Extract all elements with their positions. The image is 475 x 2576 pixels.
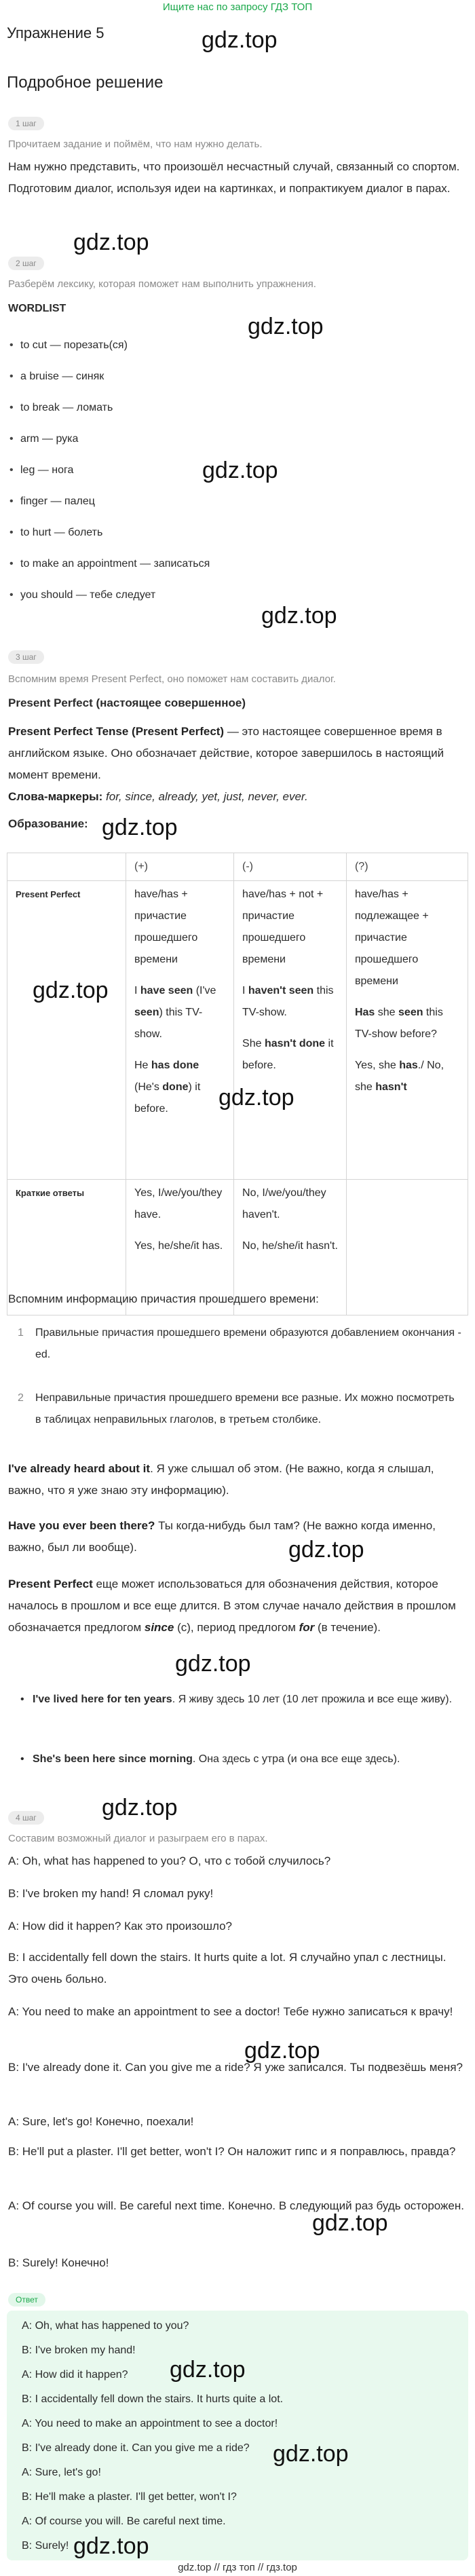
present-perfect-definition: Present Perfect Tense (Present Perfect) — это настоящее совершенное время в английском языке. Оно обозначает действие, которое завершилось в настоящий момент времени. [8,725,444,781]
step-2-badge: 2 шаг [8,257,44,270]
footer-link[interactable]: gdz.top [178,2562,212,2573]
watermark: gdz.top [244,2038,320,2064]
dialog-line: A: You need to make an appointment to see a doctor! Тебе нужно записаться к врачу! [8,2005,453,2018]
watermark: gdz.top [73,229,149,255]
answer-line: A: Of course you will. Be careful next time. [22,2516,226,2527]
answer-line: B: Surely! [22,2540,69,2552]
table-cell-short-plus: Yes, I/we/you/they have. Yes, he/she/it has. [126,1180,234,1315]
word-item: • to hurt — болеть [20,527,102,539]
table-cell-short-minus: No, I/we/you/they haven't. No, he/she/it hasn't. [234,1180,347,1315]
word-item: • you should — тебе следует [20,589,155,601]
watermark: gdz.top [33,977,109,1003]
example-1: I've already heard about it. Я уже слышал об этом. (Не важно, когда я слышал, важно, что я уже знаю эту информацию). [8,1462,434,1497]
step-1-hint: Прочитаем задание и поймём, что нам нужно делать. [8,138,263,150]
watermark: gdz.top [202,458,278,483]
word-item: • arm — рука [20,433,78,445]
watermark: gdz.top [312,2210,388,2236]
watermark: gdz.top [248,314,324,339]
dialog-line: A: Sure, let's go! Конечно, поехали! [8,2115,194,2128]
table-header-question: (?) [346,853,468,881]
top-search-link[interactable]: Ищите нас по запросу ГДЗ ТОП [162,1,313,13]
table-header-plus: (+) [126,853,234,881]
signal-words: Слова-маркеры: for, since, already, yet, just, never, ever. [8,790,308,803]
present-perfect-usage: Present Perfect еще может использоваться для обозначения действия, которое началось в прошлом и все еще длится. В этом случае начало действия в прошлом обозначается предлогом since (с), период предлогом for (в течение). [8,1578,456,1634]
dialog-line: B: Surely! Конечно! [8,2256,109,2269]
usage-example: • I've lived here for ten years. Я живу здесь 10 лет (10 лет прожила и все еще живу). [33,1689,467,1711]
word-item: • finger — палец [20,496,95,508]
dialog-line: A: Of course you will. Be careful next time. Конечно. В следующий раз будь осторожен. [8,2199,464,2212]
usage-example: • She's been here since morning. Она здесь с утра (и она все еще здесь). [33,1749,467,1770]
step-4-hint: Составим возможный диалог и разыграем его в парах. [8,1833,268,1844]
table-cell-question: have/has + подлежащее + причастие прошедшего времени Has she seen this TV-show before? Yes, she has./ No, she hasn't [346,881,468,1180]
wordlist-title: WORDLIST [8,303,66,314]
row-label-present-perfect: Present Perfect [7,881,126,1180]
dialog-line: A: How did it happen? Как это произошло? [8,1920,232,1933]
site-logo[interactable]: gdz.top [202,27,278,53]
watermark: gdz.top [175,1651,251,1677]
watermark: gdz.top [261,603,337,629]
watermark: gdz.top [73,2533,149,2559]
table-cell-plus: have/has + причастие прошедшего времени I have seen (I've seen) this TV-show. He has done (He's done) it before. [126,881,234,1180]
watermark: gdz.top [170,2357,246,2383]
watermark: gdz.top [102,815,178,840]
dialog-line: B: He'll put a plaster. I'll get better, won't I? Он наложит гипс и я поправлюсь, правда? [8,2145,456,2158]
dialog-line: B: I've already done it. Can you give me a ride? Я уже записался. Ты подвезёшь меня? [8,2061,463,2074]
answer-line: A: You need to make an appointment to see a doctor! [22,2418,278,2429]
word-item: • to make an appointment — записаться [20,558,210,570]
present-perfect-table [7,853,468,1315]
watermark: gdz.top [288,1537,364,1563]
answer-line: A: How did it happen? [22,2369,128,2381]
watermark: gdz.top [273,2441,349,2467]
participle-intro: Вспомним информацию причастия прошедшего времени: [8,1292,319,1305]
step-1-badge: 1 шаг [8,117,44,130]
footer-link[interactable]: гдз.top [266,2562,297,2573]
example-2: Have you ever been there? Ты когда-нибудь был там? (Не важно когда именно, важно, был ли вообще). [8,1519,436,1554]
watermark: gdz.top [102,1795,178,1821]
answer-line: B: I accidentally fell down the stairs. It hurts quite a lot. [22,2393,284,2405]
step-2-hint: Разберём лексику, которая поможет нам выполнить упражнения. [8,278,316,290]
answer-line: B: I've broken my hand! [22,2345,136,2356]
answer-line: B: He'll make a plaster. I'll get better, won't I? [22,2491,237,2503]
answer-line: A: Oh, what has happened to you? [22,2320,189,2332]
step-3-badge: 3 шаг [8,650,44,664]
footer-separator: // [257,2562,264,2573]
step-3-hint: Вспомним время Present Perfect, оно поможет нам составить диалог. [8,673,336,685]
table-cell-minus: have/has + not + причастие прошедшего времени I haven't seen this TV-show. She hasn't done it before. [234,881,347,1180]
step-1-text: Нам нужно представить, что произошёл несчастный случай, связанный со спортом. Подготовим диалог, используя идеи на картинках, и попрактикуем диалог в парах. [8,160,460,195]
dialog-line: B: I accidentally fell down the stairs. It hurts quite a lot. Я случайно упал с лестницы. Это очень больно. [8,1951,446,1985]
word-item: • a bruise — синяк [20,371,104,383]
step-4-badge: 4 шаг [8,1811,44,1825]
present-perfect-heading: Present Perfect (настоящее совершенное) [8,696,246,709]
word-item: • to break — ломать [20,402,113,414]
footer-links [0,2562,475,2573]
table-header-row [7,853,468,881]
answer-line: A: Sure, let's go! [22,2467,101,2478]
table-row [7,881,468,1180]
section-title: Подробное решение [7,73,164,92]
dialog-line: B: I've broken my hand! Я сломал руку! [8,1887,214,1900]
footer-link[interactable]: гдз топ [223,2562,255,2573]
row-label-short-answers: Краткие ответы [7,1180,126,1315]
watermark: gdz.top [218,1085,294,1110]
word-item: • leg — нога [20,464,73,477]
table-header-minus: (-) [234,853,347,881]
dialog-line: A: Oh, what has happened to you? О, что с тобой случилось? [8,1854,331,1867]
answer-line: B: I've already done it. Can you give me a ride? [22,2442,250,2454]
page-title: Упражнение 5 [7,24,104,41]
footer-separator: // [214,2562,220,2573]
word-item: • to cut — порезать(ся) [20,339,128,352]
formation-label: Образование: [8,817,88,830]
answer-badge: Ответ [8,2293,45,2307]
